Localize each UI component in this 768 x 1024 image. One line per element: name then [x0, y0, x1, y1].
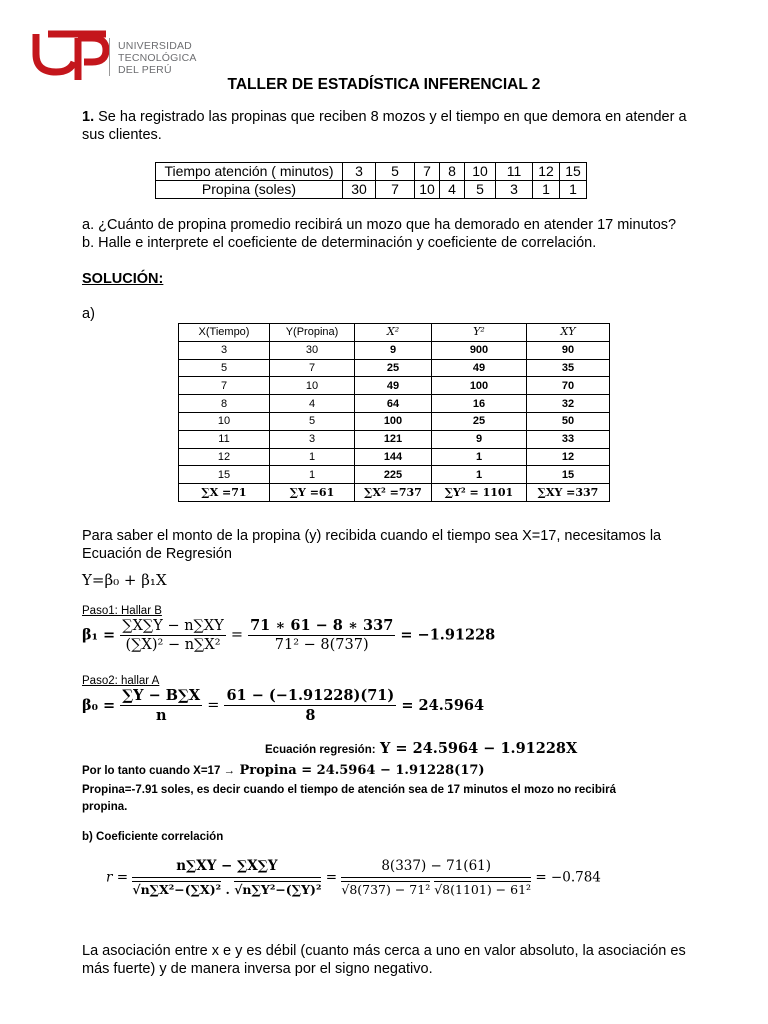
logo-text	[118, 40, 197, 76]
logo-divider	[109, 38, 110, 76]
table-row	[156, 181, 587, 199]
table-cell: 3	[496, 181, 533, 199]
final-line2: más fuerte) y de manera inversa por el signo negativo.	[82, 961, 433, 977]
table-row	[156, 163, 587, 181]
table-cell: 144	[355, 448, 432, 466]
table-cell: 7	[270, 359, 355, 377]
problem-text-line2: sus clientes.	[82, 127, 162, 143]
table-cell: 10	[179, 412, 270, 430]
total-cell: ∑Y² = 1101	[432, 484, 527, 502]
conclusion	[82, 782, 702, 816]
questions	[82, 216, 702, 252]
total-cell: ∑Y =61	[270, 484, 355, 502]
table-cell: 30	[343, 181, 376, 199]
sqrt-content: 8(1101) − 61²	[442, 882, 532, 897]
table-cell: 10	[415, 181, 440, 199]
table-cell: 3	[179, 341, 270, 359]
table-cell: Tiempo atención ( minutos)	[156, 163, 343, 181]
beta0-symbol: β₀ =	[82, 697, 116, 714]
step2-label: Paso2: hallar A	[82, 675, 160, 687]
total-cell: ∑X =71	[179, 484, 270, 502]
part-a-label: a)	[82, 306, 95, 322]
regression-intro-line2: Ecuación de Regresión	[82, 546, 232, 562]
problem-text-line1: Se ha registrado las propinas que reciben 8 mozos y el tiempo en que demora en atender a	[98, 109, 687, 125]
table-row	[179, 430, 610, 448]
conclusion-line1: Propina=-7.91 soles, es decir cuando el tiempo de atención sea de 17 minutos el mozo no recibirá	[82, 784, 616, 796]
table-cell: 1	[270, 466, 355, 484]
regression-equation	[265, 740, 577, 758]
table-cell: 70	[527, 377, 610, 395]
table-row	[179, 359, 610, 377]
table-cell: 5	[465, 181, 496, 199]
step1-formula	[82, 617, 495, 653]
table-row	[179, 448, 610, 466]
table-cell: 8	[440, 163, 465, 181]
step2-fraction-general	[120, 687, 202, 724]
table-row	[179, 412, 610, 430]
sqrt-term: √8(1101) − 61²	[434, 882, 532, 897]
header-cell: X²	[355, 324, 432, 342]
table-row	[179, 395, 610, 413]
denominator: 8	[305, 707, 316, 724]
step1-fraction-general	[120, 618, 226, 653]
table-cell: 10	[270, 377, 355, 395]
data-table	[155, 162, 587, 199]
header-cell: Y²	[432, 324, 527, 342]
table-header-row	[179, 324, 610, 342]
table-row	[179, 341, 610, 359]
prediction	[82, 761, 485, 779]
denominator: n	[155, 707, 167, 724]
table-cell: 15	[527, 466, 610, 484]
totals-row	[179, 484, 610, 502]
step1-result: = −1.91228	[400, 626, 496, 644]
page-title: TALLER DE ESTADÍSTICA INFERENCIAL 2	[227, 76, 541, 93]
table-cell: 10	[465, 163, 496, 181]
table-cell: 16	[432, 395, 527, 413]
table-cell: 5	[179, 359, 270, 377]
numerator: 8(337) − 71(61)	[341, 858, 531, 878]
table-cell: 15	[560, 163, 587, 181]
denominator: √n∑X²−(∑X)² . √n∑Y²−(∑Y)²	[132, 882, 322, 897]
problem-statement	[82, 108, 702, 144]
table-cell: 100	[432, 377, 527, 395]
table-cell: 9	[432, 430, 527, 448]
table-cell: 12	[533, 163, 560, 181]
sqrt-content: n∑Y²−(∑Y)²	[242, 882, 322, 897]
table-cell: 3	[343, 163, 376, 181]
table-cell: 11	[496, 163, 533, 181]
sqrt-content: n∑X²−(∑X)²	[140, 882, 222, 897]
table-cell: 1	[560, 181, 587, 199]
model-equation: Y=β₀ + β₁X	[82, 571, 167, 589]
table-cell: 5	[376, 163, 415, 181]
table-cell: 4	[270, 395, 355, 413]
table-cell: 12	[527, 448, 610, 466]
regression-intro	[82, 527, 692, 563]
table-cell: 7	[179, 377, 270, 395]
utp-logo	[28, 22, 206, 84]
header-cell: XY	[527, 324, 610, 342]
table-cell: 1	[270, 448, 355, 466]
table-cell: 900	[432, 341, 527, 359]
corr-fraction-values	[341, 858, 531, 897]
header-cell: X(Tiempo)	[179, 324, 270, 342]
table-cell: 15	[179, 466, 270, 484]
table-cell: 4	[440, 181, 465, 199]
part-b-label: b) Coeficiente correlación	[82, 831, 224, 843]
denominator	[341, 878, 531, 897]
table-cell: 64	[355, 395, 432, 413]
r-symbol: r =	[106, 869, 129, 886]
denominator: (∑X)² − n∑X²	[125, 636, 221, 653]
beta1-symbol: β₁ =	[82, 626, 116, 644]
sqrt-term: √8(737) − 71²	[341, 882, 431, 897]
sqrt-term: √n∑X²−(∑X)²	[132, 882, 222, 897]
table-cell: Propina (soles)	[156, 181, 343, 199]
sqrt-content: 8(737) − 71²	[349, 882, 431, 897]
sqrt-term: √n∑Y²−(∑Y)²	[234, 882, 322, 897]
table-cell: 35	[527, 359, 610, 377]
logo-line-3: DEL PERÚ	[118, 64, 172, 76]
numerator: n∑XY − ∑X∑Y	[132, 858, 321, 878]
numerator: 61 − (−1.91228)(71)	[226, 687, 395, 704]
table-cell: 1	[432, 448, 527, 466]
corr-fraction-general	[132, 858, 321, 897]
final-line1: La asociación entre x e y es débil (cuanto más cerca a uno en valor absoluto, la asociación es	[82, 943, 686, 959]
table-cell: 11	[179, 430, 270, 448]
final-interpretation	[82, 942, 697, 978]
table-cell: 49	[432, 359, 527, 377]
table-cell: 7	[376, 181, 415, 199]
table-cell: 8	[179, 395, 270, 413]
table-cell: 25	[355, 359, 432, 377]
table-cell: 49	[355, 377, 432, 395]
step1-fraction-values	[248, 617, 395, 653]
conclusion-line2: propina.	[82, 801, 128, 813]
logo-line-1: UNIVERSIDAD	[118, 40, 192, 52]
question-a: a. ¿Cuánto de propina promedio recibirá un mozo que ha demorado en atender 17 minutos?	[82, 217, 677, 233]
regression-label: Ecuación regresión:	[265, 744, 376, 756]
correlation-formula	[106, 858, 601, 897]
table-cell: 25	[432, 412, 527, 430]
equals-sign: =	[230, 627, 244, 643]
prediction-label: Por lo tanto cuando X=17 →	[82, 765, 236, 777]
regression-formula: Y = 24.5964 − 1.91228X	[380, 740, 578, 757]
equals-sign: =	[325, 869, 338, 886]
table-cell: 50	[527, 412, 610, 430]
table-cell: 32	[527, 395, 610, 413]
regression-intro-line1: Para saber el monto de la propina (y) recibida cuando el tiempo sea X=17, necesitamos la	[82, 528, 662, 544]
table-cell: 9	[355, 341, 432, 359]
table-cell: 33	[527, 430, 610, 448]
table-cell: 5	[270, 412, 355, 430]
step2-result: = 24.5964	[401, 697, 485, 714]
step2-formula	[82, 687, 484, 724]
table-row	[179, 466, 610, 484]
computation-table	[178, 323, 610, 502]
total-cell: ∑XY =337	[527, 484, 610, 502]
equals-sign: =	[207, 697, 220, 714]
numerator: ∑X∑Y − n∑XY	[122, 617, 224, 634]
utp-emblem-icon	[28, 22, 118, 84]
header-cell: Y(Propina)	[270, 324, 355, 342]
table-cell: 90	[527, 341, 610, 359]
corr-result: = −0.784	[535, 869, 601, 886]
table-cell: 121	[355, 430, 432, 448]
total-cell: ∑X² =737	[355, 484, 432, 502]
logo-line-2: TECNOLÓGICA	[118, 52, 197, 64]
numerator: 71 ∗ 61 − 8 ∗ 337	[250, 617, 394, 634]
numerator: ∑Y − B∑X	[122, 687, 201, 704]
table-cell: 7	[415, 163, 440, 181]
table-cell: 1	[533, 181, 560, 199]
table-cell: 12	[179, 448, 270, 466]
table-row	[179, 377, 610, 395]
step2-fraction-values	[224, 687, 396, 724]
denominator: 71² − 8(737)	[274, 637, 369, 653]
prediction-formula: Propina = 24.5964 − 1.91228(17)	[239, 763, 485, 778]
table-cell: 30	[270, 341, 355, 359]
solution-heading: SOLUCIÓN:	[82, 271, 164, 287]
table-cell: 100	[355, 412, 432, 430]
question-b: b. Halle e interprete el coeficiente de determinación y coeficiente de correlación.	[82, 235, 597, 251]
problem-number: 1.	[82, 109, 95, 125]
table-cell: 1	[432, 466, 527, 484]
table-cell: 225	[355, 466, 432, 484]
step1-label: Paso1: Hallar B	[82, 605, 162, 617]
table-cell: 3	[270, 430, 355, 448]
